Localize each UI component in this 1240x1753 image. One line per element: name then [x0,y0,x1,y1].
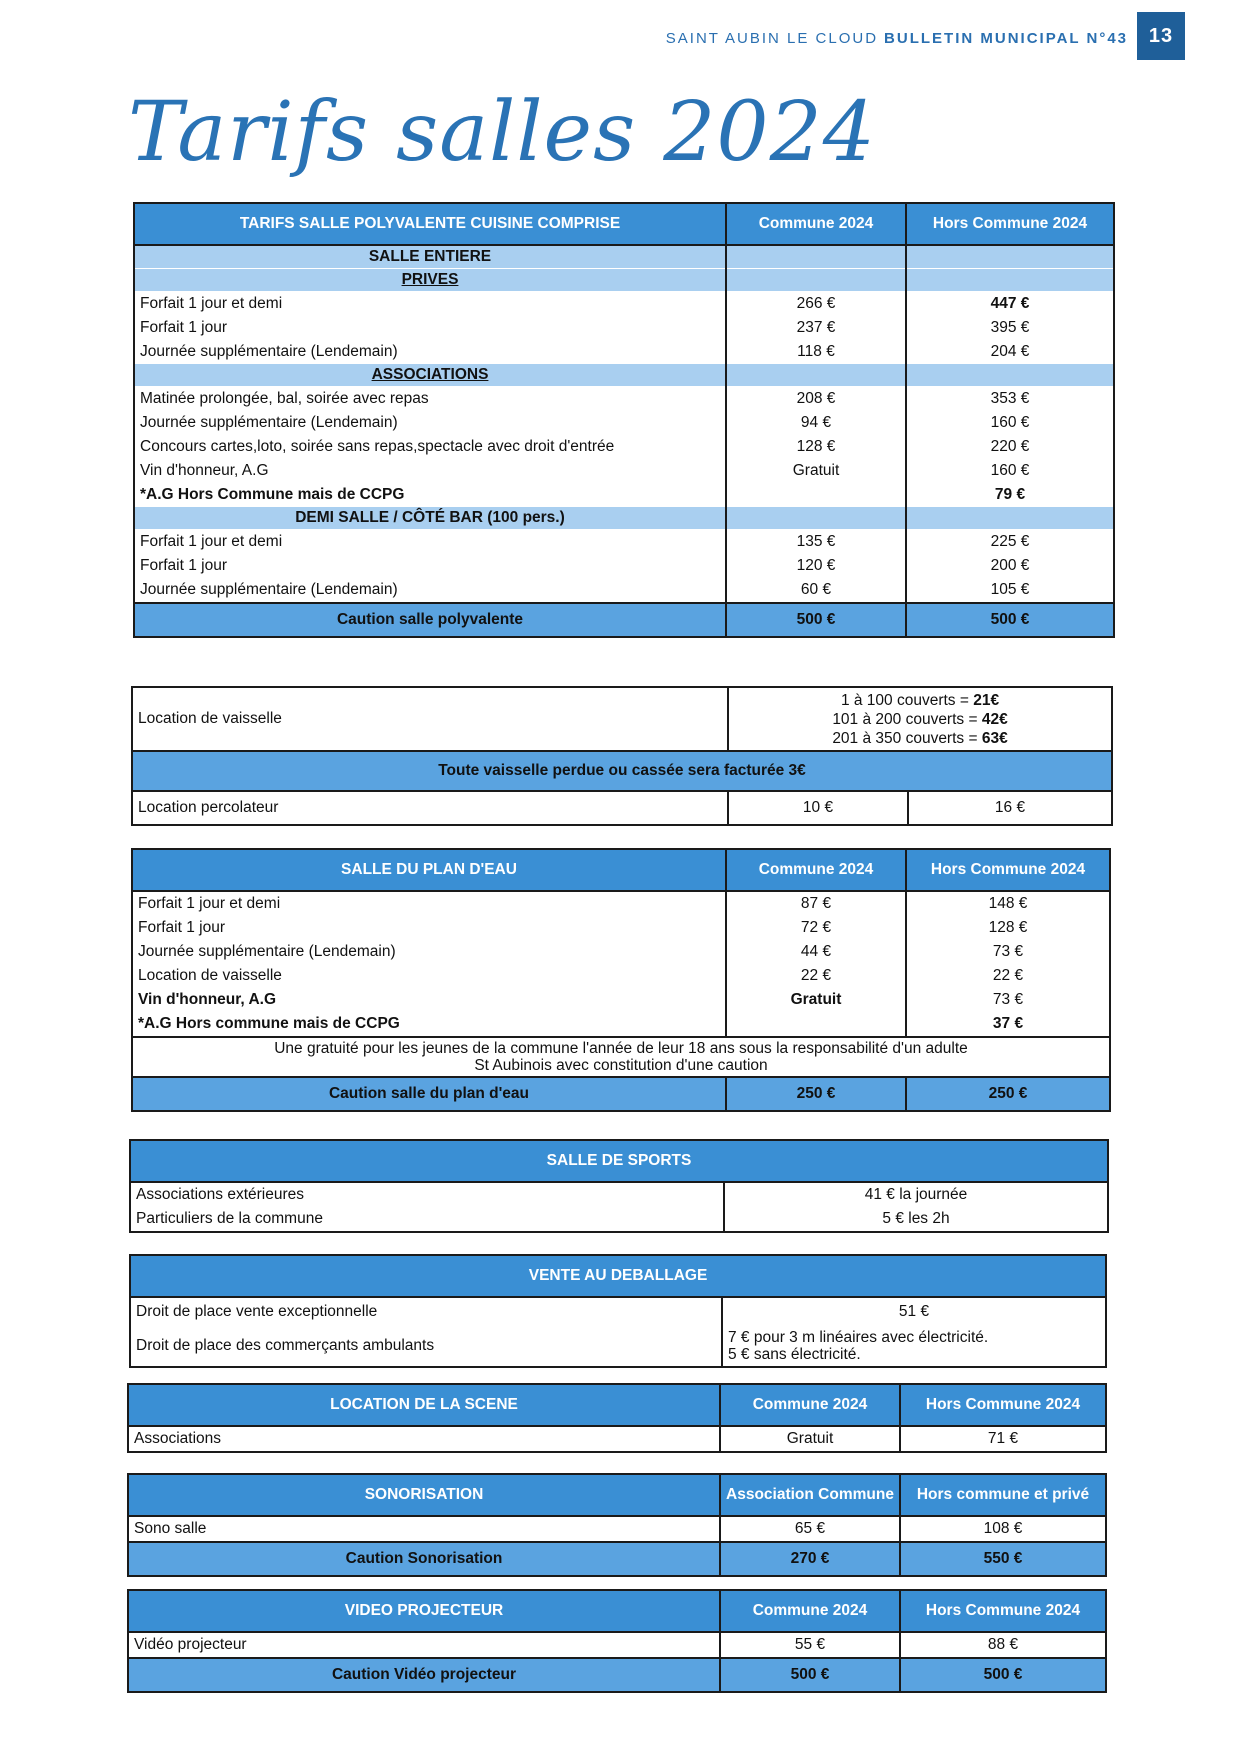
row-label: Journée supplémentaire (Lendemain) [132,940,726,964]
deballage-header [130,1255,1106,1297]
commune-price: 266 € [726,292,906,317]
row-value: 5 € les 2h [724,1207,1108,1232]
table-row [128,1516,1106,1542]
commune-price: Gratuit [726,459,906,483]
caution-commune: 500 € [720,1658,900,1692]
commune-price: 94 € [726,411,906,435]
row-label: Vidéo projecteur [128,1632,720,1658]
caution-hors: 500 € [900,1658,1106,1692]
hors-price: 160 € [906,459,1114,483]
row-label: Journée supplémentaire (Lendemain) [134,340,726,364]
table-row [132,940,1110,964]
caution-label: Caution Vidéo projecteur [128,1658,720,1692]
vaisselle-line: 101 à 200 couverts = 42€ [832,710,1008,728]
table-row [134,292,1114,317]
caution-label: Caution salle polyvalente [134,603,726,637]
row-label: Forfait 1 jour [134,554,726,578]
row-label: *A.G Hors commune mais de CCPG [132,1012,726,1037]
table-row [130,1326,1106,1367]
table-row [134,411,1114,435]
hors-price: 22 € [906,964,1110,988]
plan-eau-header [132,849,1110,891]
commune-price: Gratuit [720,1426,900,1452]
table-row [132,988,1110,1012]
caution-label: Caution Sonorisation [128,1542,720,1576]
row-label: Location de vaisselle [132,687,728,751]
row-label: Vin d'honneur, A.G [134,459,726,483]
section-label: ASSOCIATIONS [134,364,726,387]
section-label: PRIVES [134,269,726,292]
table-row [134,554,1114,578]
caution-hors: 250 € [906,1077,1110,1111]
value-line: 7 € pour 3 m linéaires avec électricité. [728,1329,989,1346]
header-cell: Hors commune et privé [900,1474,1106,1516]
hors-price: 200 € [906,554,1114,578]
table-row [132,916,1110,940]
hors-price: 73 € [906,940,1110,964]
hors-price: 73 € [906,988,1110,1012]
header-town: SAINT AUBIN LE CLOUD [665,29,879,47]
table-row [134,483,1114,507]
hors-price: 395 € [906,316,1114,340]
row-value: 51 € [722,1297,1106,1326]
commune-price: 87 € [726,891,906,916]
scene-header [128,1384,1106,1426]
commune-price: 135 € [726,530,906,555]
hors-price: 225 € [906,530,1114,555]
header-bulletin: BULLETIN MUNICIPAL N°43 [884,29,1128,47]
row-label: Forfait 1 jour et demi [132,891,726,916]
caution-commune: 270 € [720,1542,900,1576]
row-label: Forfait 1 jour [132,916,726,940]
header-cell: VIDEO PROJECTEUR [128,1590,720,1632]
header-cell: Commune 2024 [726,849,906,891]
hors-price: 160 € [906,411,1114,435]
notice-line: Une gratuité pour les jeunes de la commune l'année de leur 18 ans sous la responsabilité d'un adulte [274,1040,968,1057]
header-cell: Hors Commune 2024 [900,1384,1106,1426]
table-row [132,791,1112,825]
deballage-table [129,1254,1107,1368]
hors-price: 16 € [908,791,1112,825]
section-label: DEMI SALLE / CÔTÉ BAR (100 pers.) [134,507,726,530]
table-row [130,1207,1108,1232]
page-number: 13 [1137,12,1185,60]
row-value: 41 € la journée [724,1182,1108,1207]
running-header [666,18,1128,58]
hors-price: 353 € [906,387,1114,412]
row-label: Sono salle [128,1516,720,1542]
commune-price: 120 € [726,554,906,578]
table-row [132,891,1110,916]
hors-price: 148 € [906,891,1110,916]
row-label: Associations extérieures [130,1182,724,1207]
hors-price: 204 € [906,340,1114,364]
commune-price: 208 € [726,387,906,412]
vaisselle-notice: Toute vaisselle perdue ou cassée sera facturée 3€ [132,751,1112,791]
commune-price: 128 € [726,435,906,459]
caution-label: Caution salle du plan d'eau [132,1077,726,1111]
row-value [722,1326,1106,1367]
page-title: Tarifs salles 2024 [128,85,876,180]
section-label: SALLE ENTIERE [134,245,726,269]
row-label: Forfait 1 jour et demi [134,530,726,555]
table-row [134,435,1114,459]
row-label: Vin d'honneur, A.G [132,988,726,1012]
commune-price: 60 € [726,578,906,603]
row-label: Droit de place des commerçants ambulants [130,1326,722,1367]
table-row [132,687,1112,751]
header-cell: SONORISATION [128,1474,720,1516]
hors-price: 128 € [906,916,1110,940]
commune-price: 55 € [720,1632,900,1658]
caution-commune: 250 € [726,1077,906,1111]
caution-row [134,603,1114,637]
row-label: Droit de place vente exceptionnelle [130,1297,722,1326]
commune-price: 44 € [726,940,906,964]
table-row [130,1297,1106,1326]
header-cell: Commune 2024 [720,1384,900,1426]
commune-price [726,1012,906,1037]
commune-price: Gratuit [726,988,906,1012]
row-label: Journée supplémentaire (Lendemain) [134,411,726,435]
row-label: Forfait 1 jour [134,316,726,340]
polyvalente-header [134,203,1114,245]
commune-price: 22 € [726,964,906,988]
hors-price: 447 € [906,292,1114,317]
sono-header [128,1474,1106,1516]
vaisselle-line: 201 à 350 couverts = 63€ [832,729,1008,747]
hors-price: 71 € [900,1426,1106,1452]
table-row [134,459,1114,483]
header-cell: TARIFS SALLE POLYVALENTE CUISINE COMPRISE [134,203,726,245]
row-label: *A.G Hors Commune mais de CCPG [134,483,726,507]
video-header [128,1590,1106,1632]
row-label: Location percolateur [132,791,728,825]
notice-row [132,751,1112,791]
section-row [134,507,1114,530]
row-label: Location de vaisselle [132,964,726,988]
scene-table [127,1383,1107,1453]
vaisselle-prices [728,687,1112,751]
row-label: Concours cartes,loto, soirée sans repas,spectacle avec droit d'entrée [134,435,726,459]
table-row [128,1632,1106,1658]
header-cell: Hors Commune 2024 [900,1590,1106,1632]
hors-price: 108 € [900,1516,1106,1542]
plan-eau-table [131,848,1111,1112]
commune-price: 72 € [726,916,906,940]
hors-price: 37 € [906,1012,1110,1037]
plan-eau-notice [132,1037,1110,1077]
row-label: Forfait 1 jour et demi [134,292,726,317]
table-row [134,316,1114,340]
notice-row [132,1037,1110,1077]
header-cell: Hors Commune 2024 [906,849,1110,891]
value-line: 5 € sans électricité. [728,1346,861,1363]
header-cell: Hors Commune 2024 [906,203,1114,245]
hors-price: 88 € [900,1632,1106,1658]
sports-table [129,1139,1109,1233]
commune-price: 118 € [726,340,906,364]
commune-price [726,483,906,507]
row-label: Journée supplémentaire (Lendemain) [134,578,726,603]
vaisselle-line: 1 à 100 couverts = 21€ [840,691,1000,709]
hors-price: 220 € [906,435,1114,459]
caution-hors: 500 € [906,603,1114,637]
row-label: Associations [128,1426,720,1452]
header-cell: SALLE DU PLAN D'EAU [132,849,726,891]
caution-row [128,1658,1106,1692]
video-table [127,1589,1107,1693]
header-cell: Association Commune [720,1474,900,1516]
notice-line: St Aubinois avec constitution d'une caution [474,1057,768,1074]
section-row [134,269,1114,292]
table-row [128,1426,1106,1452]
row-label: Matinée prolongée, bal, soirée avec repas [134,387,726,412]
sono-table [127,1473,1107,1577]
commune-price: 237 € [726,316,906,340]
commune-price: 65 € [720,1516,900,1542]
table-row [134,530,1114,555]
sports-header [130,1140,1108,1182]
caution-hors: 550 € [900,1542,1106,1576]
row-label: Particuliers de la commune [130,1207,724,1232]
section-row [134,245,1114,269]
header-cell: Commune 2024 [720,1590,900,1632]
section-row [134,364,1114,387]
polyvalente-table [133,202,1115,638]
hors-price: 105 € [906,578,1114,603]
table-row [130,1182,1108,1207]
header-cell: VENTE AU DEBALLAGE [130,1255,1106,1297]
table-row [134,578,1114,603]
vaisselle-table [131,686,1113,826]
header-cell: SALLE DE SPORTS [130,1140,1108,1182]
caution-commune: 500 € [726,603,906,637]
caution-row [132,1077,1110,1111]
table-row [134,340,1114,364]
table-row [132,964,1110,988]
table-row [132,1012,1110,1037]
commune-price: 10 € [728,791,908,825]
header-cell: Commune 2024 [726,203,906,245]
caution-row [128,1542,1106,1576]
table-row [134,387,1114,412]
header-cell: LOCATION DE LA SCENE [128,1384,720,1426]
hors-price: 79 € [906,483,1114,507]
